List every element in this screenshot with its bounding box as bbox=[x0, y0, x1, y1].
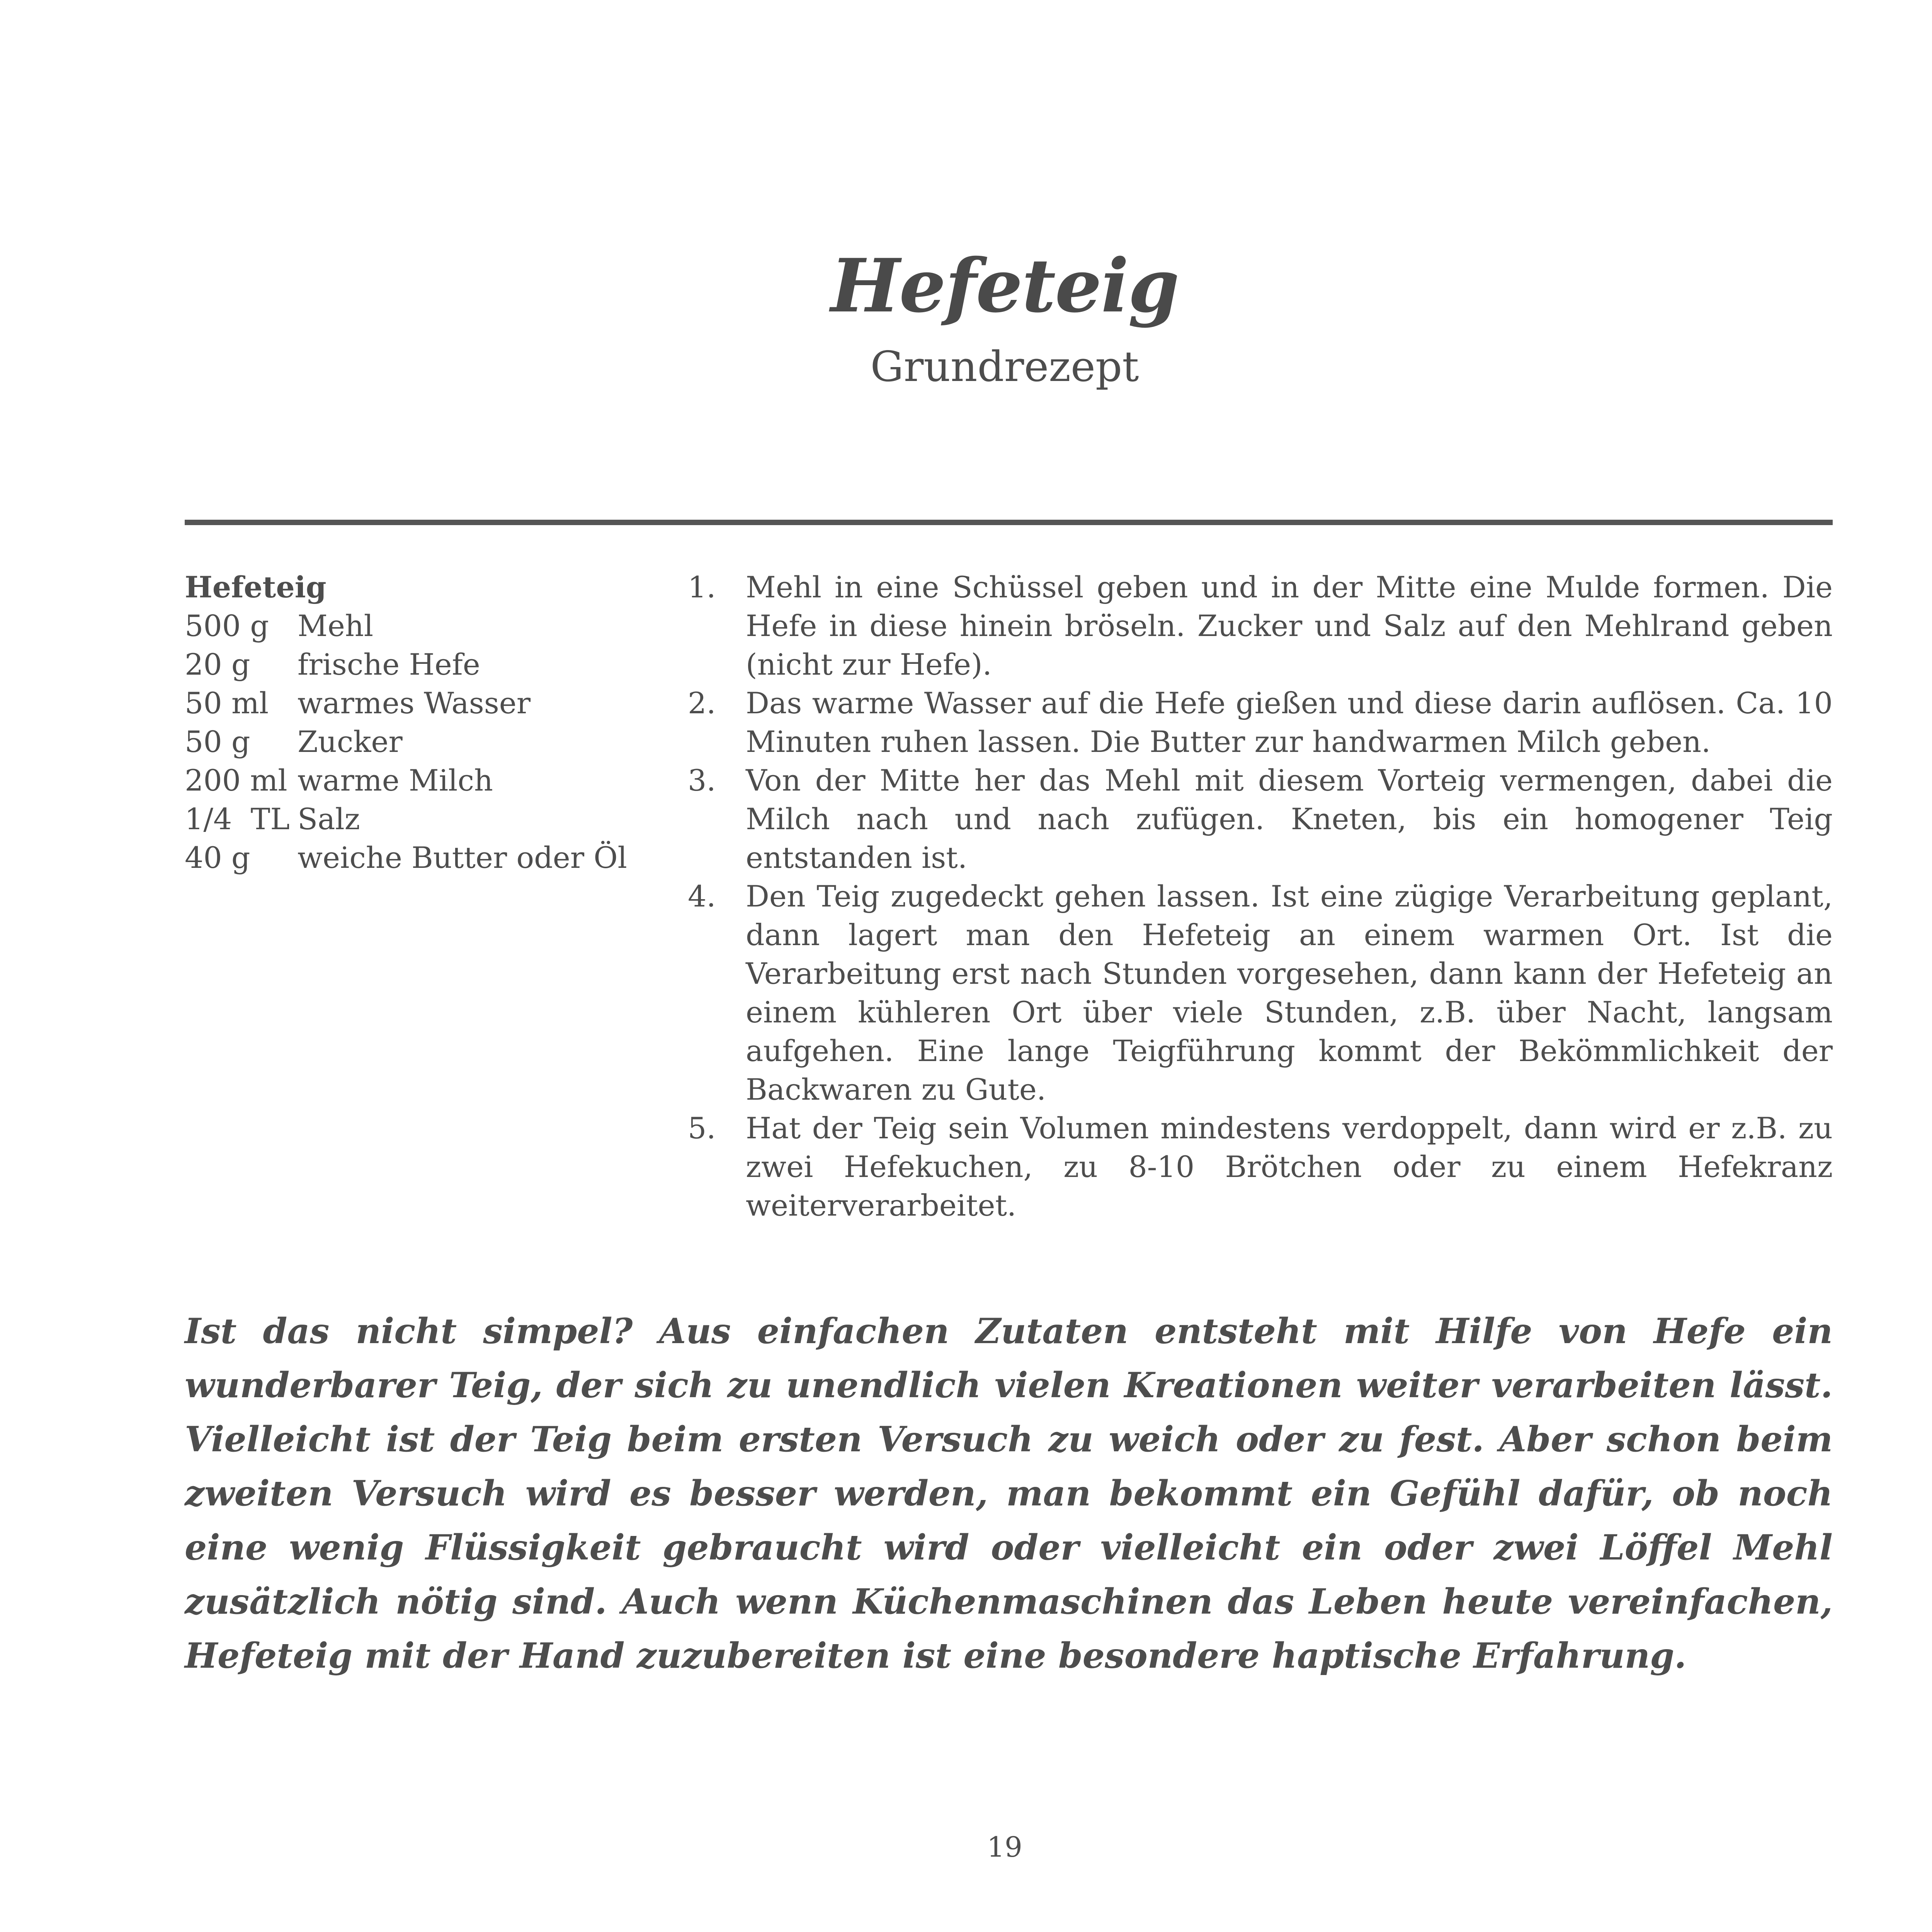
ingredient-row bbox=[185, 800, 687, 838]
ingredient-name: Zucker bbox=[298, 724, 403, 759]
step-text: Mehl in eine Schüssel geben und in der Mitte eine Mulde formen. Die Hefe in diese hinein bröseln. Zucker und Salz auf den Mehlrand geben (nicht zur Hefe). bbox=[746, 570, 1833, 682]
ingredient-quantity: 500 g bbox=[185, 609, 269, 643]
step-number: 2. bbox=[688, 686, 716, 720]
ingredient-heading: Hefeteig bbox=[185, 570, 327, 604]
step-number: 3. bbox=[688, 763, 716, 798]
step-text: Von der Mitte her das Mehl mit diesem Vorteig vermengen, dabei die Milch nach und nach zufügen. Kneten, bis ein homogener Teig entstanden ist. bbox=[746, 763, 1833, 875]
ingredient-name: frische Hefe bbox=[298, 647, 480, 682]
step-text: Hat der Teig sein Volumen mindestens verdoppelt, dann wird er z.B. zu zwei Hefekuchen, zu 8-10 Brötchen oder zu einem Hefekranz weiterverarbeitet. bbox=[746, 1111, 1833, 1223]
step-text: Den Teig zugedeckt gehen lassen. Ist eine zügige Verarbeitung geplant, dann lagert man den Hefeteig an einem warmen Ort. Ist die Verarbeitung erst nach Stunden vorgesehen, dann kann der Hefeteig an einem kühleren Ort über viele Stunden, z.B. über Nacht, langsam aufgehen. Eine lange Teigführung kommt der Bekömmlichkeit der Backwaren zu Gute. bbox=[746, 879, 1833, 1107]
ingredient-quantity: 1/4 TL bbox=[185, 802, 290, 836]
page-number: 19 bbox=[987, 1831, 1022, 1863]
page-title: Hefeteig bbox=[830, 243, 1179, 329]
intro-paragraph: Ist das nicht simpel? Aus einfachen Zutaten entsteht mit Hilfe von Hefe ein wunderbarer Teig, der sich zu unendlich vielen Kreationen weiter verarbeiten lässt. Vielleicht ist der Teig beim ersten Versuch zu weich oder zu fest. Aber schon beim zweiten Versuch wird es besser werden, man bekommt ein Gefühl dafür, ob noch eine wenig Flüssigkeit gebraucht wird oder vielleicht ein oder zwei Löffel Mehl zusätzlich nötig sind. Auch wenn Küchenmaschinen das Leben heute vereinfachen, Hefeteig mit der Hand zuzubereiten ist eine besondere haptische Erfahrung. bbox=[185, 1311, 1833, 1676]
preparation-steps bbox=[688, 568, 1833, 1225]
ingredient-quantity: 20 g bbox=[185, 647, 250, 682]
step-item bbox=[688, 877, 1833, 1109]
ingredient-row bbox=[185, 838, 687, 877]
ingredient-name: weiche Butter oder Öl bbox=[298, 840, 627, 875]
ingredient-row bbox=[185, 761, 687, 800]
ingredient-row bbox=[185, 684, 687, 723]
ingredient-quantity: 40 g bbox=[185, 840, 250, 875]
ingredient-row bbox=[185, 607, 687, 645]
ingredient-name: warmes Wasser bbox=[298, 686, 531, 720]
step-number: 5. bbox=[688, 1111, 716, 1145]
divider-rule bbox=[185, 520, 1833, 525]
page-subtitle: Grundrezept bbox=[870, 343, 1139, 391]
ingredient-quantity: 200 ml bbox=[185, 763, 287, 798]
step-item bbox=[688, 761, 1833, 877]
ingredient-name: Mehl bbox=[298, 609, 374, 643]
ingredient-name: warme Milch bbox=[298, 763, 493, 798]
step-number: 1. bbox=[688, 570, 716, 604]
ingredient-list bbox=[185, 568, 687, 877]
ingredient-quantity: 50 ml bbox=[185, 686, 269, 720]
step-text: Das warme Wasser auf die Hefe gießen und diese darin auflösen. Ca. 10 Minuten ruhen lassen. Die Butter zur handwarmen Milch geben. bbox=[746, 686, 1833, 759]
ingredient-quantity: 50 g bbox=[185, 724, 250, 759]
step-item bbox=[688, 684, 1833, 761]
ingredient-row bbox=[185, 723, 687, 761]
step-item bbox=[688, 568, 1833, 684]
ingredient-name: Salz bbox=[298, 802, 360, 836]
step-number: 4. bbox=[688, 879, 716, 913]
ingredient-row bbox=[185, 645, 687, 684]
step-item bbox=[688, 1109, 1833, 1225]
